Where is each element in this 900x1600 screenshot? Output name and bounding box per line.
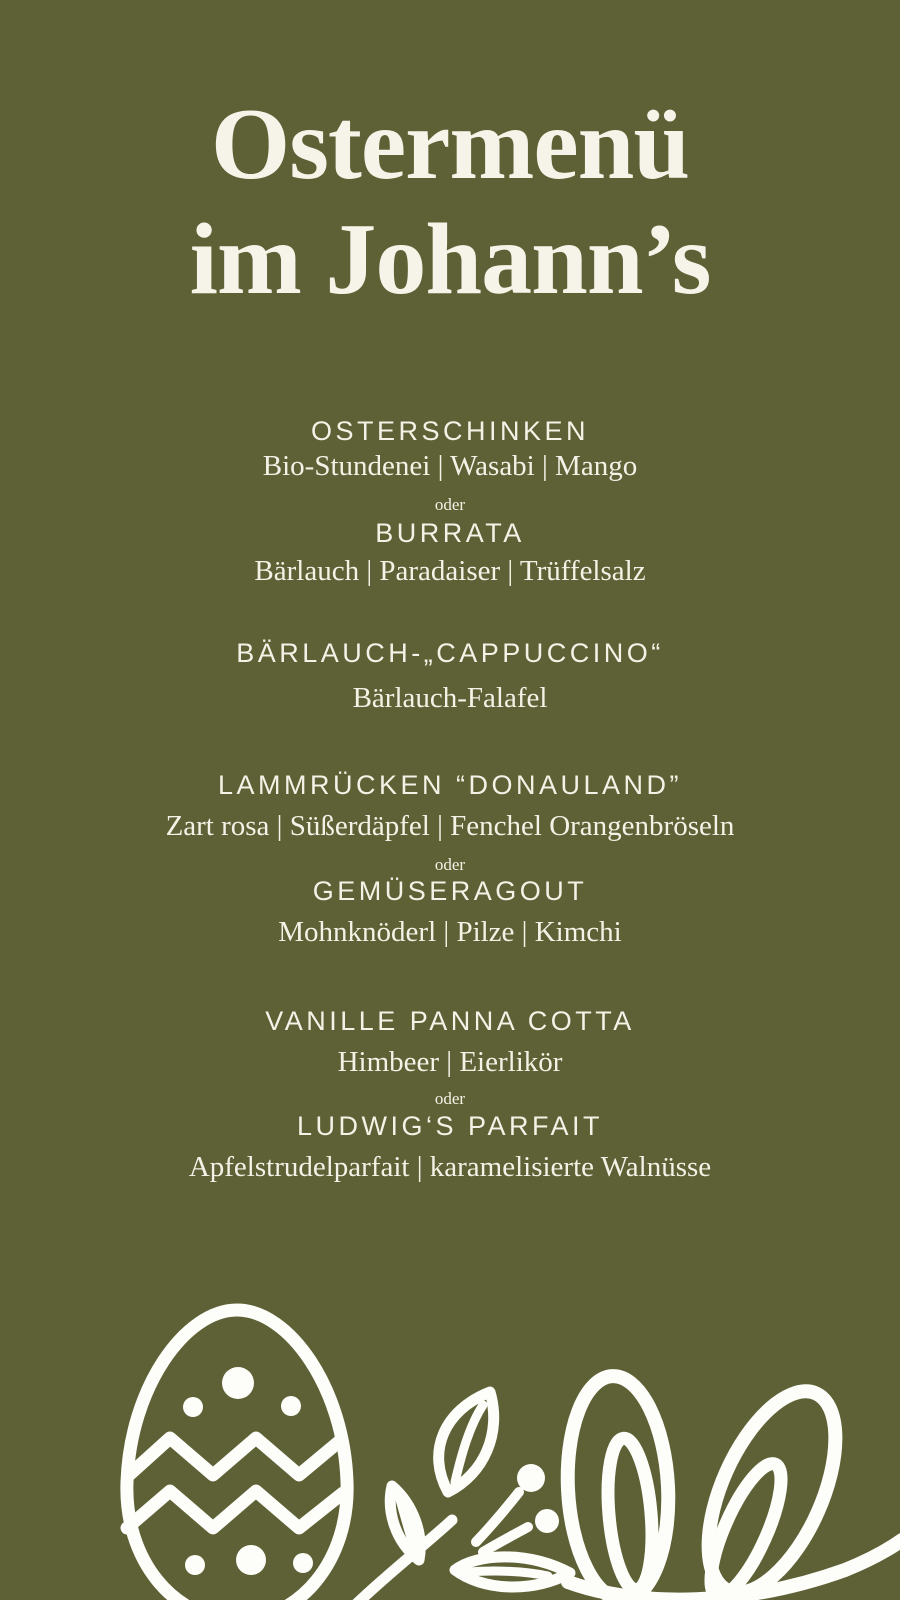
course-dessert-option1-name: VANILLE PANNA COTTA bbox=[265, 1006, 635, 1036]
course-main-option2-description: Mohnknöderl | Pilze | Kimchi bbox=[278, 916, 622, 948]
course-soup-description: Bärlauch-Falafel bbox=[352, 682, 548, 714]
course-dessert-option2-name: LUDWIG‘S PARFAIT bbox=[296, 1111, 604, 1141]
page-title-line-2: im Johann’s bbox=[189, 203, 711, 316]
course-soup-name: BÄRLAUCH-„CAPPUCCINO“ bbox=[236, 638, 664, 668]
oder-separator: oder bbox=[434, 855, 466, 874]
bottom-decorations bbox=[0, 1270, 900, 1600]
course-main-option1-name: LAMMRÜCKEN “DONAULAND” bbox=[217, 770, 683, 800]
bunny-ears-icon bbox=[562, 1373, 900, 1600]
course-starter-option2-description: Bärlauch | Paradaiser | Trüffelsalz bbox=[254, 555, 646, 587]
course-main-option2-name: GEMÜSERAGOUT bbox=[312, 876, 588, 906]
course-dessert-option2-description: Apfelstrudelparfait | karamelisierte Walnüsse bbox=[188, 1151, 712, 1183]
course-main-option1-description: Zart rosa | Süßerdäpfel | Fenchel Orangenbröseln bbox=[165, 810, 735, 842]
page-title-line-1: Ostermenü bbox=[210, 88, 690, 201]
easter-egg-icon bbox=[127, 1310, 347, 1600]
leaf-branch-icon bbox=[345, 1392, 570, 1600]
course-starter-option1-description: Bio-Stundenei | Wasabi | Mango bbox=[262, 450, 638, 482]
oder-separator: oder bbox=[434, 495, 466, 514]
course-starter-option2-name: BURRATA bbox=[375, 518, 525, 548]
oder-separator: oder bbox=[434, 1089, 466, 1108]
course-dessert-option1-description: Himbeer | Eierlikör bbox=[337, 1046, 563, 1078]
course-starter-option1-name: OSTERSCHINKEN bbox=[310, 416, 590, 446]
